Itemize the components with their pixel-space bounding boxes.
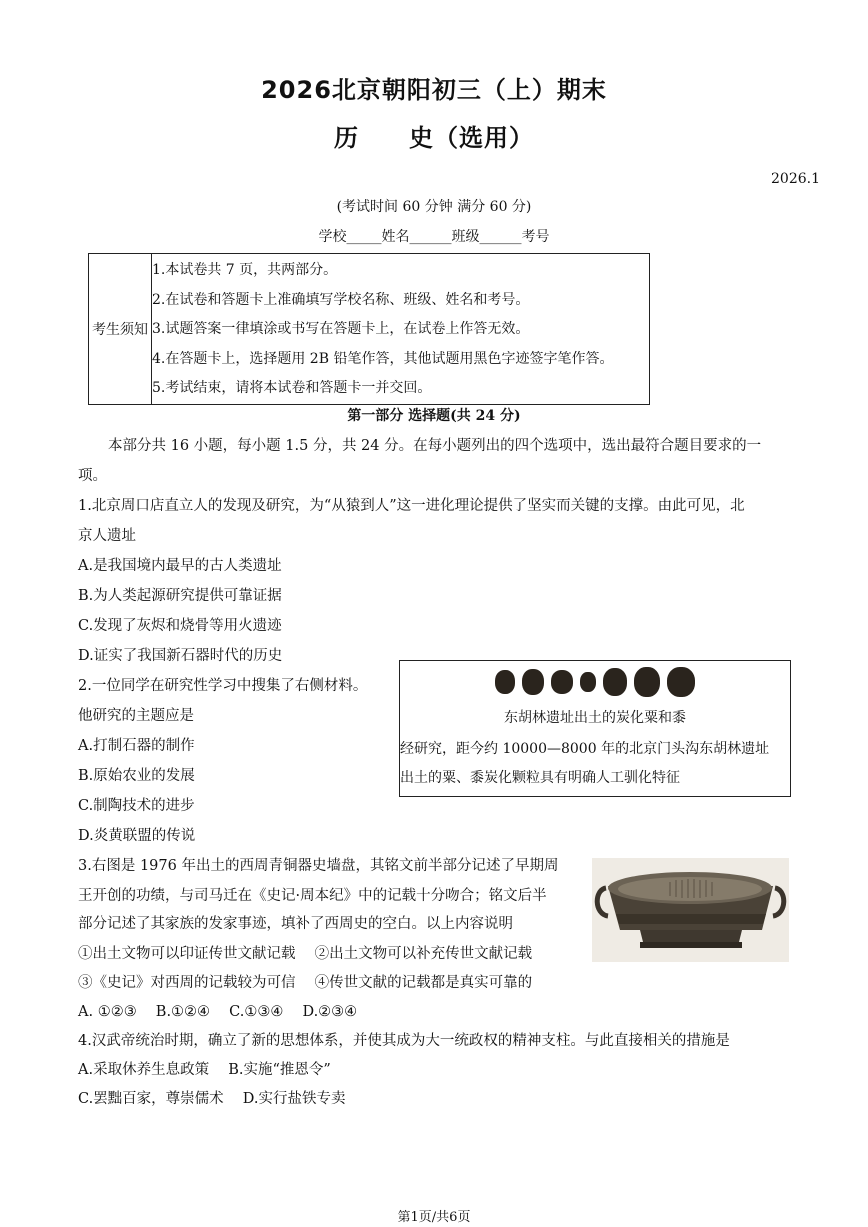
q2-material-box [399, 660, 791, 797]
q3-stem-line1: 3.右图是 1976 年出土的西周青铜器史墙盘，其铭文前半部分记述了早期周 [78, 858, 559, 874]
q1-option-b: B.为人类起源研究提供可靠证据 [78, 588, 282, 604]
exam-title: 2026北京朝阳初三（上）期末 [261, 76, 607, 104]
q1-stem-line1: 1.北京周口店直立人的发现及研究，为“从猿到人”这一进化理论提供了坚实而关键的支撑。由此可见，北 [78, 498, 745, 514]
grain-figure [634, 667, 660, 697]
grain-figure [580, 672, 596, 692]
material-text-line2: 出土的粟、黍炭化颗粒具有明确人工驯化特征 [400, 770, 680, 786]
part1-intro-line1: 本部分共 16 小题，每小题 1.5 分，共 24 分。在每小题列出的四个选项中，选出最符合题目要求的一 [108, 438, 762, 454]
grain-figure [522, 669, 544, 695]
notice-item: 5.考试结束，请将本试卷和答题卡一并交回。 [152, 380, 432, 396]
q4-stem: 4.汉武帝统治时期，确立了新的思想体系，并使其成为大一统政权的精神支柱。与此直接相关的措施是 [78, 1033, 730, 1049]
notice-item: 1.本试卷共 7 页，共两部分。 [152, 262, 338, 278]
q3-options: A. ①②③ B.①②④ C.①③④ D.②③④ [78, 1004, 358, 1020]
grain-figure [603, 668, 627, 696]
part1-heading: 第一部分 选择题(共 24 分) [347, 408, 521, 424]
q3-stem-line2: 王开创的功绩，与司马迁在《史记·周本纪》中的记载十分吻合；铭文后半 [78, 888, 547, 904]
q2-option-a: A.打制石器的制作 [78, 738, 195, 754]
q2-option-d: D.炎黄联盟的传说 [78, 828, 196, 844]
q2-stem-line2: 他研究的主题应是 [78, 708, 194, 724]
q3-statements-line2: ③《史记》对西周的记载较为可信 ④传世文献的记载都是真实可靠的 [78, 975, 533, 991]
q4-options-line1: A.采取休养生息政策 B.实施“推恩令” [78, 1062, 331, 1078]
q1-option-d: D.证实了我国新石器时代的历史 [78, 648, 283, 664]
subject-title: 历 史（选用） [334, 124, 534, 152]
grain-figure [667, 667, 695, 697]
student-fields: 学校_____姓名______班级______考号 [318, 229, 550, 245]
q1-stem-line2: 京人遗址 [78, 528, 136, 544]
exam-date: 2026.1 [771, 171, 820, 187]
material-caption: 东胡林遗址出土的炭化粟和黍 [504, 710, 686, 726]
notice-label: 考生须知 [89, 254, 152, 404]
notice-box [88, 253, 650, 405]
material-text [400, 735, 786, 793]
notice-item: 2.在试卷和答题卡上准确填写学校名称、班级、姓名和考号。 [152, 291, 530, 308]
notice-item: 4.在答题卡上，选择题用 2B 铅笔作答，其他试题用黑色字迹签字笔作答。 [152, 350, 614, 367]
q3-statements-line1: ①出土文物可以印证传世文献记载 ②出土文物可以补充传世文献记载 [78, 946, 533, 962]
grains-image [495, 667, 695, 697]
part1-intro-line2: 项。 [78, 468, 107, 484]
q4-options-line2: C.罢黜百家，尊崇儒术 D.实行盐铁专卖 [78, 1091, 346, 1107]
q2-stem-line1: 2.一位同学在研究性学习中搜集了右侧材料。 [78, 678, 368, 694]
page-number: 第1页/共6页 [397, 1210, 471, 1225]
exam-info: (考试时间 60 分钟 满分 60 分) [336, 199, 532, 215]
q2-option-b: B.原始农业的发展 [78, 768, 195, 784]
q2-option-c: C.制陶技术的进步 [78, 798, 195, 814]
q1-option-c: C.发现了灰烬和烧骨等用火遗迹 [78, 618, 282, 634]
grain-figure [495, 670, 515, 694]
notice-item: 3.试题答案一律填涂或书写在答题卡上，在试卷上作答无效。 [152, 321, 530, 337]
q1-option-a: A.是我国境内最早的古人类遗址 [78, 558, 282, 574]
material-text-line1: 经研究，距今约 10000—8000 年的北京门头沟东胡林遗址 [400, 741, 770, 757]
q3-stem-line3: 部分记述了其家族的发家事迹，填补了西周史的空白。以上内容说明 [78, 916, 513, 932]
grain-figure [551, 670, 573, 694]
bronze-basin-image [592, 858, 789, 962]
notice-items [152, 256, 649, 404]
